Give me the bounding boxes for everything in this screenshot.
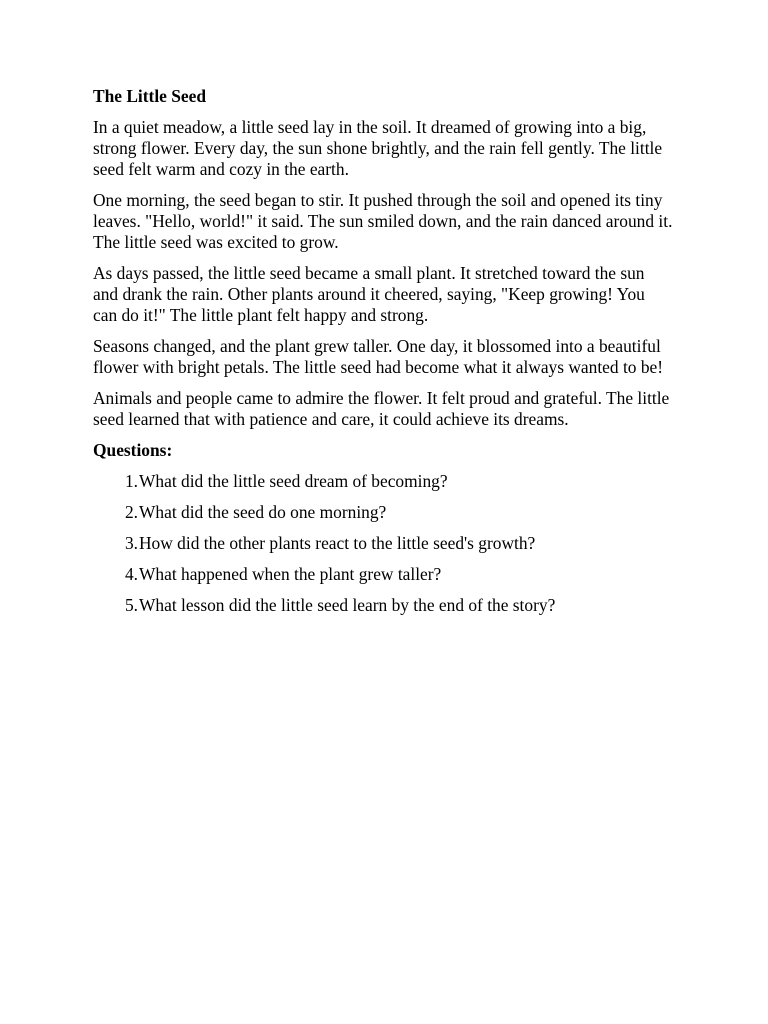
question-number: 3 . (93, 533, 139, 554)
story-paragraph-3: As days passed, the little seed became a small plant. It stretched toward the sun and drank the rain. Other plants around it cheered, saying, "Keep growing! You can do it!" The little plant felt happy and strong. (93, 263, 645, 325)
question-text: How did the other plants react to the little seed's growth? (139, 533, 536, 553)
question-item (93, 533, 673, 554)
question-number: 5 . (93, 595, 139, 616)
question-text: What did the little seed dream of becoming? (139, 471, 448, 491)
question-item (93, 595, 673, 616)
questions-heading: Questions: (93, 440, 173, 460)
story-title: The Little Seed (93, 86, 207, 106)
questions-list (93, 471, 673, 616)
question-item (93, 564, 673, 585)
question-item (93, 471, 673, 492)
question-text: What happened when the plant grew taller? (139, 564, 442, 584)
question-number: 4 . (93, 564, 139, 585)
story-paragraph-4: Seasons changed, and the plant grew taller. One day, it blossomed into a beautiful flower with bright petals. The little seed had become what it always wanted to be! (93, 336, 664, 377)
question-number: 1 . (93, 471, 139, 492)
story-paragraph-5: Animals and people came to admire the flower. It felt proud and grateful. The little seed learned that with patience and care, it could achieve its dreams. (93, 388, 670, 429)
question-text: What lesson did the little seed learn by the end of the story? (139, 595, 556, 615)
question-text: What did the seed do one morning? (139, 502, 387, 522)
story-paragraph-1: In a quiet meadow, a little seed lay in the soil. It dreamed of growing into a big, strong flower. Every day, the sun shone brightly, and the rain fell gently. The little seed felt warm and cozy in the earth. (93, 117, 663, 179)
question-item (93, 502, 673, 523)
story-paragraph-2: One morning, the seed began to stir. It pushed through the soil and opened its tiny leaves. "Hello, world!" it said. The sun smiled down, and the rain danced around it. The little seed was excited to grow. (93, 190, 673, 252)
question-number: 2 . (93, 502, 139, 523)
